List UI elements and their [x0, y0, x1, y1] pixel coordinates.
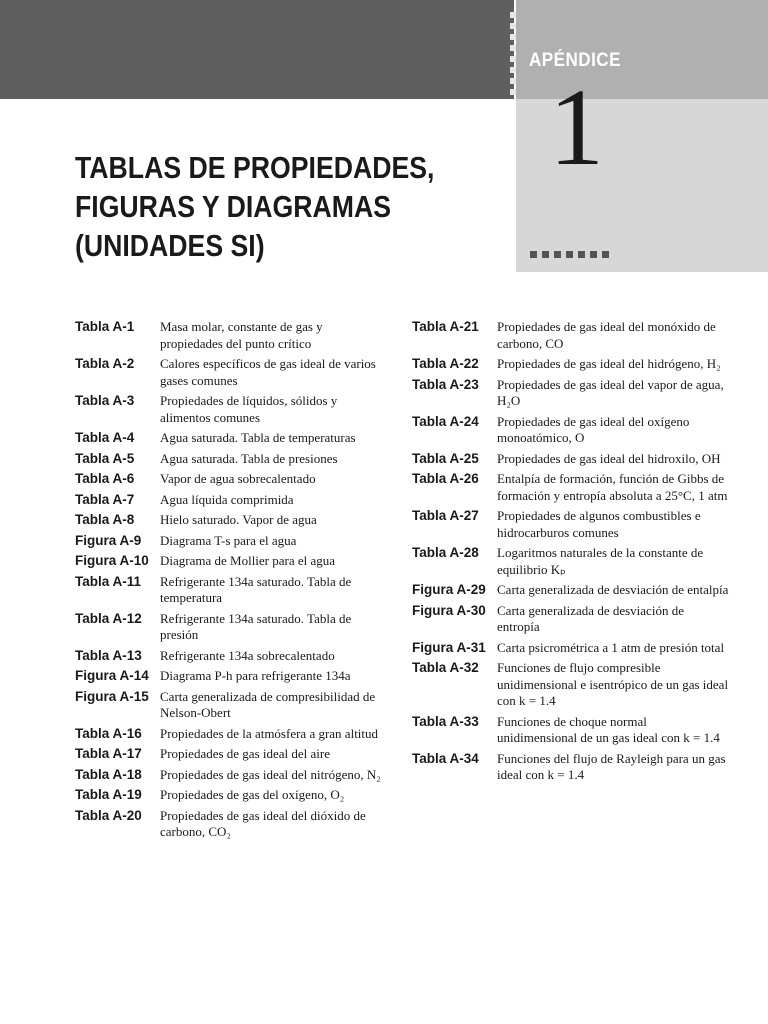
- contents-entry: [412, 640, 732, 657]
- entry-label: Figura A-15: [75, 688, 149, 704]
- entry-label: Tabla A-34: [412, 750, 479, 766]
- entry-description: Refrigerante 134a saturado. Tabla de presión: [160, 610, 352, 642]
- contents-entry: [412, 377, 732, 410]
- contents-entry: [75, 356, 385, 389]
- entry-description: Propiedades de líquidos, sólidos y alimentos comunes: [160, 393, 338, 425]
- entry-label: Tabla A-32: [412, 660, 479, 675]
- entry-description: Propiedades de algunos combustibles e hidrocarburos comunes: [497, 508, 701, 540]
- horizontal-dotted-rule: [530, 251, 610, 258]
- entry-description: Carta generalizada de desviación de entalpía: [497, 582, 729, 597]
- entry-description: Propiedades de gas ideal del hidrógeno, H₂: [497, 356, 721, 371]
- entry-description: Refrigerante 134a saturado. Tabla de temperatura: [160, 573, 352, 605]
- title-line: FIGURAS Y DIAGRAMAS: [75, 189, 392, 224]
- appendix-label: APÉNDICE: [529, 50, 621, 71]
- page-title: [75, 148, 488, 265]
- contents-entry: [75, 648, 385, 665]
- entry-label: Tabla A-7: [75, 491, 135, 507]
- contents-entry: [75, 471, 385, 488]
- entry-description: Carta psicrométrica a 1 atm de presión total: [497, 639, 725, 655]
- contents-left-column: [75, 319, 385, 845]
- title-line: (UNIDADES SI): [75, 228, 265, 263]
- entry-label: Tabla A-24: [412, 413, 479, 429]
- contents-entry: [75, 574, 385, 607]
- entry-description: Diagrama de Mollier para el agua: [160, 553, 336, 568]
- entry-label: Tabla A-18: [75, 766, 142, 782]
- entry-description: Propiedades de gas ideal del dióxido de carbono, CO₂: [160, 807, 366, 839]
- contents-entry: [75, 746, 385, 763]
- contents-entry: [412, 451, 732, 468]
- contents-entry: [75, 611, 385, 644]
- contents-entry: [75, 787, 385, 804]
- entry-label: Tabla A-6: [75, 471, 135, 486]
- entry-label: Tabla A-25: [412, 450, 479, 466]
- entry-label: Tabla A-8: [75, 512, 135, 527]
- entry-description: Propiedades de gas ideal del aire: [160, 746, 331, 761]
- vertical-dotted-rule: [510, 12, 516, 96]
- contents-entry: [75, 689, 385, 722]
- entry-description: Propiedades de la atmósfera a gran altitud: [160, 725, 379, 741]
- contents-entry: [75, 451, 385, 468]
- entry-label: Tabla A-33: [412, 713, 479, 729]
- entry-description: Funciones de flujo compresible unidimensional e isentrópico de un gas ideal con k = 1.4: [497, 660, 729, 708]
- contents-entry: [412, 751, 732, 784]
- entry-label: Figura A-10: [75, 553, 149, 568]
- entry-description: Propiedades de gas del oxígeno, O₂: [160, 787, 345, 802]
- entry-description: Carta generalizada de desviación de entropía: [497, 602, 684, 634]
- contents-entry: [75, 553, 385, 570]
- contents-entry: [412, 471, 732, 504]
- entry-label: Tabla A-26: [412, 471, 479, 486]
- entry-label: Tabla A-16: [75, 725, 142, 741]
- entry-label: Tabla A-1: [75, 319, 135, 334]
- entry-description: Propiedades de gas ideal del monóxido de carbono, CO: [497, 319, 716, 351]
- entry-description: Hielo saturado. Vapor de agua: [160, 512, 317, 527]
- entry-label: Figura A-29: [412, 582, 486, 597]
- contents-entry: [412, 508, 732, 541]
- entry-description: Diagrama T-s para el agua: [160, 532, 297, 548]
- entry-description: Refrigerante 134a sobrecalentado: [160, 647, 335, 663]
- contents-entry: [412, 545, 732, 578]
- contents-entry: [412, 603, 732, 636]
- contents-right-column: [412, 319, 732, 788]
- entry-label: Tabla A-12: [75, 610, 142, 626]
- header-bar: [0, 0, 514, 99]
- contents-entry: [75, 512, 385, 529]
- entry-label: Tabla A-21: [412, 319, 479, 334]
- entry-label: Tabla A-3: [75, 393, 135, 408]
- entry-label: Tabla A-13: [75, 647, 142, 663]
- entry-description: Propiedades de gas ideal del vapor de agua, H₂O: [497, 376, 724, 408]
- entry-label: Tabla A-19: [75, 787, 142, 802]
- contents-entry: [75, 726, 385, 743]
- contents-entry: [75, 808, 385, 841]
- contents-entry: [75, 393, 385, 426]
- entry-label: Tabla A-11: [75, 573, 142, 589]
- entry-description: Propiedades de gas ideal del hidroxilo, OH: [497, 450, 721, 466]
- entry-description: Carta generalizada de compresibilidad de Nelson-Obert: [160, 688, 376, 720]
- contents-entry: [412, 356, 732, 373]
- contents-entry: [75, 492, 385, 509]
- contents-entry: [75, 767, 385, 784]
- contents-entry: [412, 660, 732, 710]
- entry-label: Figura A-31: [412, 639, 486, 655]
- entry-description: Agua líquida comprimida: [160, 491, 294, 507]
- entry-description: Propiedades de gas ideal del nitrógeno, N₂: [160, 766, 381, 782]
- entry-label: Figura A-30: [412, 602, 486, 618]
- contents-entry: [75, 533, 385, 550]
- entry-label: Tabla A-27: [412, 508, 479, 523]
- entry-label: Tabla A-23: [412, 376, 479, 392]
- contents-entry: [412, 582, 732, 599]
- entry-description: Vapor de agua sobrecalentado: [160, 471, 316, 486]
- entry-description: Propiedades de gas ideal del oxígeno monoatómico, O: [497, 413, 690, 445]
- entry-description: Masa molar, constante de gas y propiedades del punto crítico: [160, 319, 323, 351]
- entry-description: Funciones del flujo de Rayleigh para un gas ideal con k = 1.4: [497, 750, 726, 782]
- contents-entry: [412, 319, 732, 352]
- entry-label: Tabla A-17: [75, 746, 142, 761]
- contents-entry: [75, 430, 385, 447]
- contents-entry: [412, 714, 732, 747]
- entry-description: Funciones de choque normal unidimensional de un gas ideal con k = 1.4: [497, 713, 720, 745]
- entry-description: Diagrama P-h para refrigerante 134a: [160, 668, 351, 683]
- entry-label: Tabla A-28: [412, 545, 479, 560]
- contents-entry: [412, 414, 732, 447]
- entry-label: Tabla A-22: [412, 356, 479, 371]
- contents-entry: [75, 668, 385, 685]
- entry-label: Tabla A-20: [75, 807, 142, 823]
- title-line: TABLAS DE PROPIEDADES,: [75, 150, 435, 185]
- entry-label: Tabla A-2: [75, 356, 135, 371]
- entry-label: Tabla A-5: [75, 450, 135, 466]
- entry-description: Agua saturada. Tabla de temperaturas: [160, 430, 356, 445]
- entry-label: Tabla A-4: [75, 430, 135, 445]
- entry-label: Figura A-14: [75, 668, 149, 683]
- entry-description: Logaritmos naturales de la constante de equilibrio Kₚ: [497, 545, 704, 577]
- entry-description: Agua saturada. Tabla de presiones: [160, 450, 338, 466]
- entry-description: Entalpía de formación, función de Gibbs de formación y entropía absoluta a 25°C, 1 atm: [497, 471, 728, 503]
- contents-entry: [75, 319, 385, 352]
- entry-label: Figura A-9: [75, 532, 142, 548]
- entry-description: Calores específicos de gas ideal de varios gases comunes: [160, 356, 376, 388]
- appendix-number: 1: [549, 66, 604, 188]
